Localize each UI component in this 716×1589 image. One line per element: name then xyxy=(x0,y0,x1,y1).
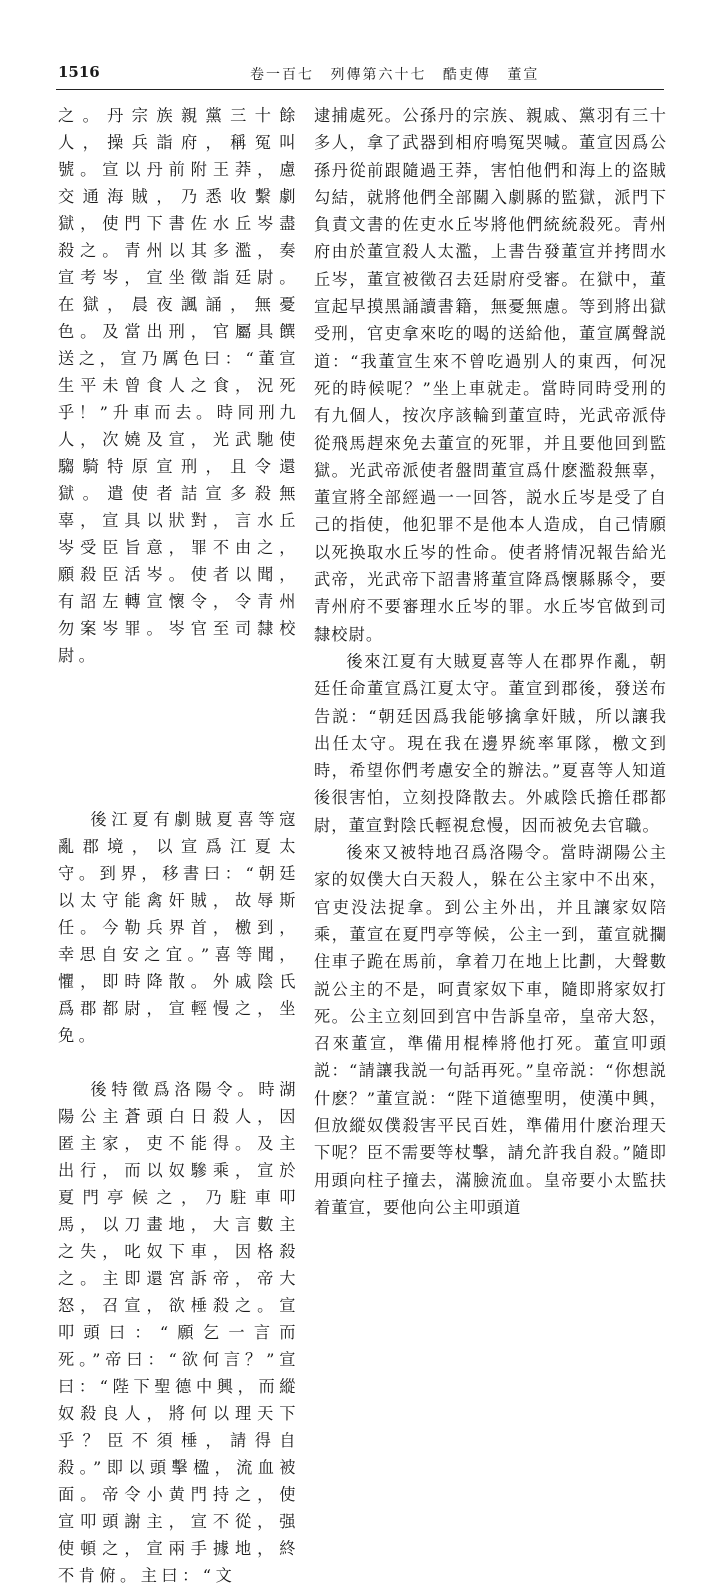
translation-column xyxy=(314,102,667,1221)
paragraph-spacer xyxy=(58,669,300,806)
classical-paragraph-2: 後江夏有劇賊夏喜等寇亂郡境，以宣爲江夏太守。到界，移書曰：“朝廷以太守能禽奸賊，故辱斯任。今勒兵界首，檄到，幸思自安之宜。”喜等聞，懼，即時降散。外戚陰氏爲郡都尉，宣輕慢之，坐免。 xyxy=(58,810,300,1045)
translation-paragraph-1: 逮捕處死。公孫丹的宗族、親戚、黨羽有三十多人，拿了武器到相府鳴冤哭喊。董宣因爲公孫丹從前跟隨過王莽，害怕他們和海上的盗賊勾結，就將他們全部關入劇縣的監獄，派門下負責文書的佐吏水丘岑將他們統統殺死。青州府由於董宣殺人太濫，上書告發董宣并拷問水丘岑，董宣被徵召去廷尉府受審。在獄中，董宣起早摸黑誦讀書籍，無憂無慮。等到將出獄受刑，官吏拿來吃的喝的送給他，董宣厲聲説道：“我董宣生來不曾吃過别人的東西，何况死的時候呢？”坐上車就走。當時同時受刑的有九個人，按次序該輪到董宣時，光武帝派侍從飛馬趕來免去董宣的死罪，并且要他回到監獄。光武帝派使者盤問董宣爲什麽濫殺無辜，董宣將全部經過一一回答，説水丘岑是受了自己的指使，他犯罪不是他本人造成，自己情願以死换取水丘岑的性命。使者將情况報告給光武帝，光武帝下詔書將董宣降爲懷縣縣令，要青州府不要審理水丘岑的罪。水丘岑官做到司隸校尉。 xyxy=(314,106,667,644)
translation-paragraph-2: 後來江夏有大賊夏喜等人在郡界作亂，朝廷任命董宣爲江夏太守。董宣到郡後，發送布告説：“朝廷因爲我能够擒拿奸賊，所以讓我出任太守。現在我在邊界統率軍隊，檄文到時，希望你們考慮安全的辦法。”夏喜等人知道後很害怕，立刻投降散去。外戚陰氏擔任郡都尉，董宣對陰氏輕視怠慢，因而被免去官職。 xyxy=(314,651,667,835)
header-rule xyxy=(56,89,664,90)
page-number: 1516 xyxy=(58,63,100,81)
classical-text-column xyxy=(58,102,300,1589)
paragraph-spacer xyxy=(58,1049,300,1076)
running-head: 卷一百七 列傳第六十七 酷吏傳 董宣 xyxy=(250,67,540,83)
translation-paragraph-3: 後來又被特地召爲洛陽令。當時湖陽公主家的奴僕大白天殺人，躲在公主家中不出來，官吏没法捉拿。到公主外出，并且讓家奴陪乘，董宣在夏門亭等候，公主一到，董宣就攔住車子跪在馬前，拿着刀在地上比劃，大聲數説公主的不是，呵責家奴下車，隨即將家奴打死。公主立刻回到宫中告訴皇帝，皇帝大怒，召來董宣，準備用棍棒將他打死。董宣叩頭説：“請讓我説一句話再死。”皇帝説：“你想説什麽？”董宣説：“陛下道德聖明，使漢中興，但放縱奴僕殺害平民百姓，準備用什麽治理天下呢？臣不需要等杖擊，請允許我自殺。”隨即用頭向柱子撞去，滿臉流血。皇帝要小太監扶着董宣，要他向公主叩頭道 xyxy=(314,843,667,1217)
classical-paragraph-3: 後特徵爲洛陽令。時湖陽公主蒼頭白日殺人，因匿主家，吏不能得。及主出行，而以奴驂乘，宣於夏門亭候之，乃駐車叩馬，以刀畫地，大言數主之失，叱奴下車，因格殺之。主即還宮訴帝，帝大怒，召宣，欲棰殺之。宣叩頭曰：“願乞一言而死。”帝曰：“欲何言？”宣曰：“陛下聖德中興，而縱奴殺良人，將何以理天下乎？臣不須棰，請得自殺。”即以頭擊楹，流血被面。帝令小黄門持之，使宣叩頭謝主，宣不從，强使頓之，宣兩手據地，終不肯俯。主曰：“文 xyxy=(58,1080,300,1585)
classical-paragraph-1: 之。丹宗族親黨三十餘人，操兵詣府，稱冤叫號。宣以丹前附王莽，慮交通海賊，乃悉收繫劇獄，使門下書佐水丘岑盡殺之。青州以其多濫，奏宣考岑，宣坐徵詣廷尉。在獄，晨夜諷誦，無憂色。及當出刑，官屬具饌送之，宣乃厲色曰：“董宣生平未曾食人之食，況死乎！”升車而去。時同刑九人，次嬈及宣，光武馳使騶騎特原宣刑，且令還獄。遣使者詰宣多殺無辜，宣具以狀對，言水丘岑受臣旨意，罪不由之，願殺臣活岑。使者以聞，有詔左轉宣懷令，令青州勿案岑罪。岑官至司隸校尉。 xyxy=(58,106,300,665)
